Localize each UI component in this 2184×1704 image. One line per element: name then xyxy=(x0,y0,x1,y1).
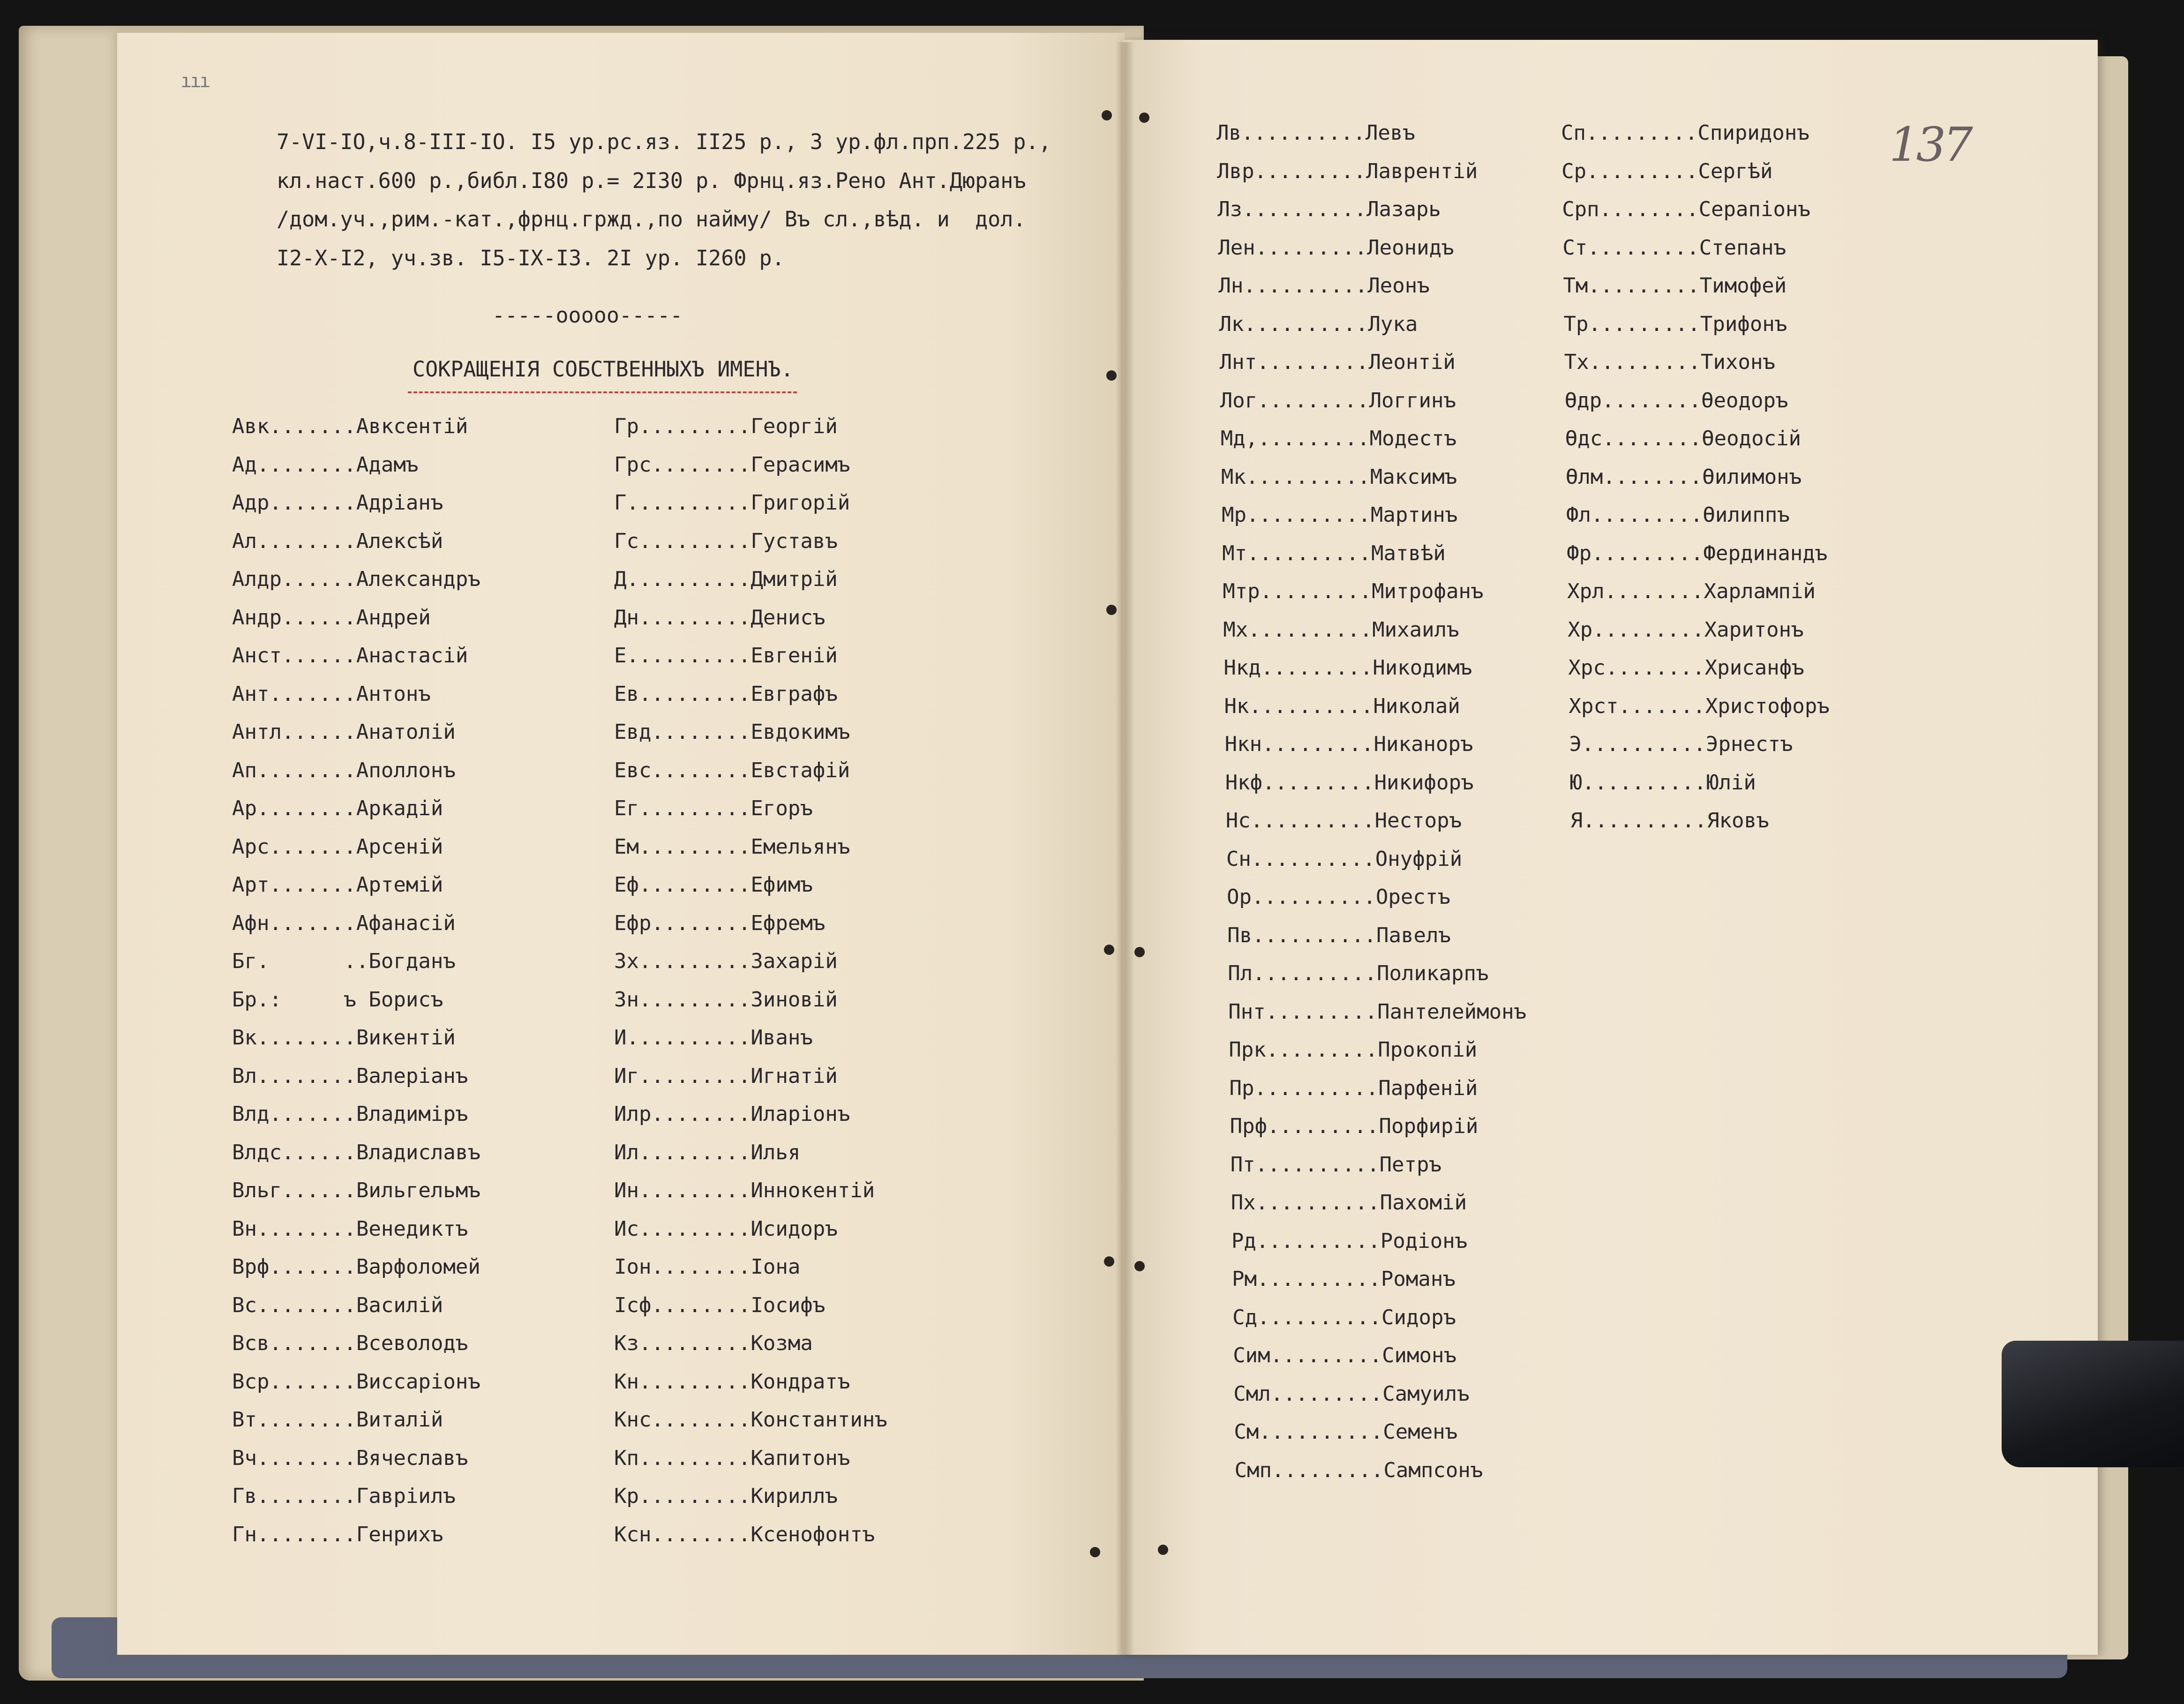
abbreviation-entry: Бр.: ъ Борисъ xyxy=(232,987,443,1012)
abbreviation-entry: Лог.........Логгинъ xyxy=(1220,388,1456,413)
abbreviation-entry: Пнт.........Пантелеймонъ xyxy=(1228,999,1527,1024)
abbreviation-entry: Сим.........Симонъ xyxy=(1233,1344,1457,1367)
abbreviation-entry: Прф.........Порфирій xyxy=(1230,1114,1479,1138)
abbreviation-entry: Адр.......Адріанъ xyxy=(232,491,443,515)
abbreviation-entry: Сн..........Онуфрій xyxy=(1226,847,1463,871)
abbreviation-entry: Тр.........Трифонъ xyxy=(1563,312,1787,336)
abbreviation-entry: Кн.........Кондратъ xyxy=(614,1369,850,1394)
binding-hole xyxy=(1134,947,1145,957)
abbreviation-entry: Андр......Андрей xyxy=(232,605,431,630)
folio-number: 137 xyxy=(1889,117,1970,172)
abbreviation-entry: Афн.......Афанасій xyxy=(232,911,456,935)
abbreviation-entry: Г..........Григорій xyxy=(614,491,850,515)
abbreviation-entry: Арт.......Артемій xyxy=(232,873,443,897)
abbreviation-entry: Ксн........Ксенофонтъ xyxy=(614,1522,875,1546)
header-line: 7-VI-IO,ч.8-III-IO. I5 ур.рс.яз. II25 р., 3 ур.фл.прп.225 р., xyxy=(277,129,1051,154)
abbreviation-entry: Рм..........Романъ xyxy=(1232,1267,1456,1291)
abbreviation-entry: Анст......Анастасій xyxy=(232,644,468,668)
abbreviation-entry: Ис.........Исидоръ xyxy=(614,1216,838,1241)
abbreviation-entry: Лнт.........Леонтій xyxy=(1219,350,1456,374)
abbreviation-entry: Ю..........Юлій xyxy=(1569,770,1756,795)
abbreviation-entry: Влдс......Владиславъ xyxy=(232,1140,480,1164)
binding-hole xyxy=(1104,1256,1114,1267)
abbreviation-entry: Лен.........Леонидъ xyxy=(1218,235,1454,260)
pencil-mark: ııı xyxy=(180,70,209,92)
abbreviation-entry: Кп.........Капитонъ xyxy=(614,1446,850,1470)
binding-hole xyxy=(1090,1547,1100,1557)
abbreviation-entry: Лвр.........Лаврентій xyxy=(1217,159,1478,183)
abbreviation-entry: Мр..........Мартинъ xyxy=(1222,503,1458,527)
abbreviation-entry: Нк..........Николай xyxy=(1224,694,1460,718)
abbreviation-entry: Лн..........Леонъ xyxy=(1218,274,1430,298)
abbreviation-entry: Мх..........Михаилъ xyxy=(1223,617,1459,642)
abbreviation-entry: Ем.........Емельянъ xyxy=(614,834,850,859)
abbreviation-entry: Сп.........Спиридонъ xyxy=(1561,121,1809,145)
abbreviation-entry: Гр.........Георгій xyxy=(614,414,838,438)
binding-hole xyxy=(1139,113,1149,123)
abbreviation-entry: Ад........Адамъ xyxy=(232,452,419,477)
abbreviation-entry: Ев.........Евграфъ xyxy=(614,682,838,706)
book-gutter xyxy=(1116,42,1134,1655)
abbreviation-entry: И..........Иванъ xyxy=(614,1026,813,1050)
abbreviation-entry: Дн.........Денисъ xyxy=(614,605,826,630)
abbreviation-entry: Илр........Иларіонъ xyxy=(614,1102,850,1126)
abbreviation-entry: Я..........Яковъ xyxy=(1570,809,1769,833)
abbreviation-entry: Бг. ..Богданъ xyxy=(232,949,456,973)
abbreviation-entry: Влд.......Владиміръ xyxy=(232,1102,468,1126)
abbreviation-entry: Тм.........Тимофей xyxy=(1563,274,1787,298)
binding-hole xyxy=(1158,1545,1168,1555)
abbreviation-entry: Хр.........Харитонъ xyxy=(1568,617,1804,642)
abbreviation-entry: Вк........Викентій xyxy=(232,1026,456,1050)
abbreviation-entry: Иг.........Игнатій xyxy=(614,1064,838,1088)
abbreviation-entry: Антл......Анатолій xyxy=(232,720,456,744)
abbreviation-entry: Хрст.......Христофоръ xyxy=(1569,694,1830,718)
abbreviation-entry: Нкф.........Никифоръ xyxy=(1225,770,1474,795)
abbreviation-entry: Кз.........Козма xyxy=(614,1331,813,1355)
binding-hole xyxy=(1106,605,1117,615)
abbreviation-entry: Ст.........Степанъ xyxy=(1562,235,1786,260)
abbreviation-entry: Фл.........Өилиппъ xyxy=(1566,503,1790,527)
abbreviation-entry: Мк..........Максимъ xyxy=(1221,465,1457,489)
abbreviation-entry: Іон........Іона xyxy=(614,1255,801,1279)
abbreviation-entry: Срп........Серапіонъ xyxy=(1562,197,1810,221)
abbreviation-entry: Смп.........Сампсонъ xyxy=(1234,1458,1483,1482)
abbreviation-entry: Зх.........Захарій xyxy=(614,949,838,973)
abbreviation-entry: Пр..........Парфеній xyxy=(1229,1076,1478,1100)
abbreviation-entry: Д..........Дмитрій xyxy=(614,567,838,591)
abbreviation-entry: Нкд.........Никодимъ xyxy=(1223,656,1472,680)
abbreviation-entry: Мт..........Матвѣй xyxy=(1222,541,1446,565)
abbreviation-entry: Тх.........Тихонъ xyxy=(1564,350,1775,374)
binder-clip xyxy=(2002,1341,2184,1467)
heading-underline xyxy=(408,391,797,393)
abbreviation-entry: Евс........Евстафій xyxy=(614,758,850,782)
binding-hole xyxy=(1104,945,1114,955)
abbreviation-entry: Вс........Василій xyxy=(232,1293,443,1317)
abbreviation-entry: См..........Семенъ xyxy=(1234,1420,1458,1444)
abbreviation-entry: Лв..........Левъ xyxy=(1216,121,1415,145)
abbreviation-entry: Вльг......Вильгельмъ xyxy=(232,1179,480,1202)
abbreviation-entry: Мд,.........Модестъ xyxy=(1220,427,1457,450)
header-line: кл.наст.600 р.,библ.I80 р.= 2I30 р. Фрнц.яз.Рено Ант.Дюранъ xyxy=(277,168,1026,193)
abbreviation-entry: Өдр........Өеодоръ xyxy=(1564,388,1788,413)
abbreviation-entry: Лк..........Лука xyxy=(1219,312,1418,336)
abbreviation-entry: Пл..........Поликарпъ xyxy=(1228,961,1489,985)
abbreviation-entry: Вср.......Виссаріонъ xyxy=(232,1369,480,1394)
abbreviation-entry: Ин.........Иннокентій xyxy=(614,1179,875,1202)
abbreviation-entry: Фр.........Фердинандъ xyxy=(1567,541,1828,565)
abbreviation-entry: Хрс........Хрисанфъ xyxy=(1568,656,1804,680)
abbreviation-entry: Арс.......Арсеній xyxy=(232,834,443,859)
abbreviation-entry: Пв..........Павелъ xyxy=(1227,923,1451,947)
abbreviation-entry: Мтр.........Митрофанъ xyxy=(1223,579,1484,603)
header-line: /дом.уч.,рим.-кат.,фрнц.гржд.,по найму/ Въ сл.,вѣд. и дол. xyxy=(277,207,1026,232)
abbreviation-entry: Э..........Эрнестъ xyxy=(1569,732,1793,756)
abbreviation-entry: Ап........Аполлонъ xyxy=(232,758,456,782)
abbreviation-entry: Ал........Алексѣй xyxy=(232,529,443,553)
abbreviation-entry: Алдр......Александръ xyxy=(232,567,480,591)
abbreviation-entry: Ар........Аркадій xyxy=(232,796,443,820)
abbreviation-entry: Нкн.........Никаноръ xyxy=(1224,732,1473,756)
abbreviation-entry: Ісф........Іосифъ xyxy=(614,1293,826,1317)
abbreviation-entry: Вт........Виталій xyxy=(232,1408,443,1432)
binding-hole xyxy=(1106,370,1117,381)
separator-line: -----ooooo----- xyxy=(492,303,683,328)
abbreviation-entry: Кр.........Кириллъ xyxy=(614,1484,838,1508)
abbreviation-entry: Грс........Герасимъ xyxy=(614,452,850,477)
abbreviation-entry: Вн........Венедиктъ xyxy=(232,1216,468,1241)
abbreviation-entry: Ил.........Илья xyxy=(614,1140,801,1164)
abbreviation-entry: Сд..........Сидоръ xyxy=(1232,1305,1456,1329)
abbreviation-entry: Гв........Гавріилъ xyxy=(232,1484,456,1508)
abbreviation-entry: Прк.........Прокопій xyxy=(1229,1038,1478,1062)
abbreviation-entry: Ор..........Орестъ xyxy=(1227,885,1450,909)
abbreviation-entry: Всв.......Всеволодъ xyxy=(232,1331,468,1355)
abbreviation-entry: Пт..........Петръ xyxy=(1230,1152,1442,1177)
abbreviation-entry: Хрл........Харлампій xyxy=(1567,579,1816,603)
abbreviation-entry: Ег.........Егоръ xyxy=(614,796,813,820)
abbreviation-entry: Вч........Вячеславъ xyxy=(232,1446,468,1470)
abbreviation-entry: Гн........Генрихъ xyxy=(232,1522,443,1546)
abbreviation-entry: Зн.........Зиновій xyxy=(614,987,838,1012)
binding-hole xyxy=(1134,1261,1145,1271)
abbreviation-entry: Смл.........Самуилъ xyxy=(1233,1381,1470,1406)
abbreviation-entry: Евд........Евдокимъ xyxy=(614,720,850,744)
abbreviation-entry: Гс.........Густавъ xyxy=(614,529,838,553)
abbreviation-entry: Нс..........Несторъ xyxy=(1225,809,1462,833)
abbreviation-entry: Ефр........Ефремъ xyxy=(614,911,826,935)
binding-hole xyxy=(1102,110,1112,120)
section-heading: СОКРАЩЕНІЯ СОБСТВЕННЫХЪ ИМЕНЪ. xyxy=(413,357,794,382)
abbreviation-entry: Өлм........Өилимонъ xyxy=(1565,465,1802,489)
abbreviation-entry: Өдс........Өеодосій xyxy=(1565,427,1801,450)
abbreviation-entry: Рд..........Родіонъ xyxy=(1231,1229,1468,1253)
abbreviation-entry: Врф.......Варфоломей xyxy=(232,1255,480,1279)
abbreviation-entry: Ср.........Сергѣй xyxy=(1561,159,1773,183)
header-line: I2-X-I2, уч.зв. I5-IX-I3. 2I ур. I260 р. xyxy=(277,246,785,270)
abbreviation-entry: Лз..........Лазарь xyxy=(1217,197,1441,221)
abbreviation-entry: Вл........Валеріанъ xyxy=(232,1064,468,1088)
abbreviation-entry: Ант.......Антонъ xyxy=(232,682,431,706)
abbreviation-entry: Е..........Евгеній xyxy=(614,644,838,668)
abbreviation-entry: Кнс........Константинъ xyxy=(614,1408,887,1432)
abbreviation-entry: Пх..........Пахомій xyxy=(1231,1191,1467,1215)
abbreviation-entry: Авк.......Авксентій xyxy=(232,414,468,438)
abbreviation-entry: Еф.........Ефимъ xyxy=(614,873,813,897)
